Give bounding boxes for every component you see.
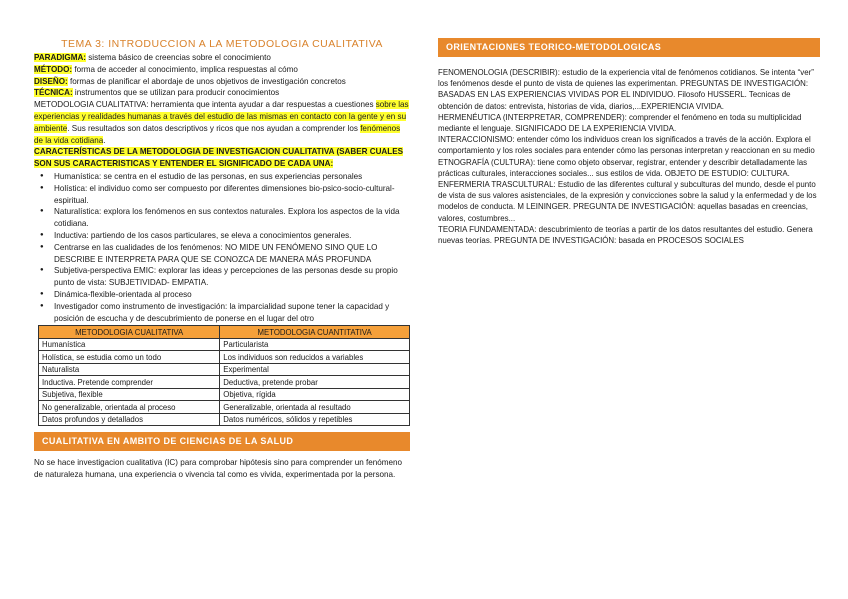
table-cell: Objetiva, rígida bbox=[220, 388, 410, 401]
paragraph-hermeneutica: HERMENÉUTICA (INTERPRETAR, COMPRENDER): comprender el fenómeno en toda su multiplicidad mediante el lenguaje. SIGNIFICADO DE LA EXPERIENCIA VIVIDA. bbox=[438, 112, 802, 134]
table-row bbox=[39, 401, 410, 414]
paragraph-teoria-fundamentada: TEORIA FUNDAMENTADA: descubrimiento de teorías a partir de los datos resultantes del estudio. Genera nuevas teorías. PREGUNTA DE INVESTIGACIÓN: basada en PROCESOS SOCIALES bbox=[438, 224, 813, 246]
metodologia-text-c: . bbox=[103, 135, 106, 145]
metodologia-paragraph bbox=[34, 99, 410, 146]
definition-paradigma bbox=[34, 52, 410, 64]
table-cell: Experimental bbox=[220, 363, 410, 376]
list-item: ● Humanística: se centra en el estudio de las personas, en sus experiencias personales bbox=[54, 171, 410, 183]
definition-tecnica bbox=[34, 87, 410, 99]
table-cell: Particularista bbox=[220, 338, 410, 351]
table-row bbox=[39, 388, 410, 401]
definition-diseno bbox=[34, 76, 410, 88]
metodo-label: MÉTODO: bbox=[34, 64, 73, 74]
metodologia-text-a: METODOLOGIA CUALITATIVA: herramienta que intenta ayudar a dar respuestas a cuestiones bbox=[34, 100, 376, 110]
table-cell: Naturalista bbox=[39, 363, 220, 376]
list-item: ● Holística: el individuo como ser compuesto por diferentes dimensiones bio-psico-socio-cultural-espiritual. bbox=[54, 183, 410, 207]
left-column bbox=[34, 52, 410, 481]
salud-paragraph: No se hace investigacion cualitativa (IC) para comprobar hipótesis sino para comprender un fenómeno de naturaleza humana, una experiencia o vivencia tal como es vivida, experimentada por la persona. bbox=[34, 458, 403, 480]
page-title: TEMA 3: INTRODUCCION A LA METODOLOGIA CUALITATIVA bbox=[61, 38, 383, 50]
right-column bbox=[438, 38, 820, 246]
list-item: ● Inductiva: partiendo de los casos particulares, se eleva a conocimientos generales. bbox=[54, 230, 410, 242]
table-cell: Datos numéricos, sólidos y repetibles bbox=[220, 413, 410, 426]
paragraph-enfermeria-trascultural: ENFERMERIA TRASCULTURAL: Estudio de las diferentes cultural y subculturas del mundo, desde el punto de vista de sus valores asistenciales, de la expresión y convicciones sobre la salud y la enfermedad y de los modelos de conducta. M LEININGER. PREGUNTA DE INVESTIGACIÓN: aquellas basadas en creencias, valores, costumbres... bbox=[438, 180, 817, 223]
list-item: ● Centrarse en las cualidades de los fenómenos: NO MIDE UN FENÓMENO SINO QUE LO DESCRIBE E INTERPRETA PARA QUE SE CONOZCA DE MANERA MÁS PROFUNDA bbox=[54, 242, 410, 266]
section-band-salud: CUALITATIVA EN AMBITO DE CIENCIAS DE LA SALUD bbox=[34, 432, 410, 451]
comparison-table bbox=[38, 325, 410, 426]
caracteristicas-header-text: CARACTERÍSTICAS DE LA METODOLOGIA DE INVESTIGACION CUALITATIVA (SABER CUALES SON SUS CARACTERISTICAS Y ENTENDER EL SIGNIFICADO DE CADA UNA: bbox=[34, 147, 404, 169]
table-cell: No generalizable, orientada al proceso bbox=[39, 401, 220, 414]
table-header-cualitativa: METODOLOGIA CUALITATIVA bbox=[39, 326, 220, 339]
tecnica-text: instrumentos que se utilizan para producir conocimientos bbox=[72, 88, 280, 98]
characteristics-list bbox=[34, 171, 410, 324]
paragraph-fenomenologia: FENOMENOLOGIA (DESCRIBIR): estudio de la experiencia vital de fenómenos cotidianos. Se intenta “ver” los fenómenos desde el punto de vista de quienes las experimentan. PREGUNTAS DE INVESTIGACIÓN: BASADAS EN LAS EXPERIENCIAS VIVIDAS POR EL INDIVIDUO. Filosofo HUSSERL. Tecnicas de obtención de datos: entrevista, historias de vida, diarios,...EXPERIENCIA VIVIDA. bbox=[438, 68, 814, 111]
table-cell: Subjetiva, flexible bbox=[39, 388, 220, 401]
diseno-text: formas de planificar el abordaje de unos objetivos de investigación concretos bbox=[67, 76, 346, 86]
metodo-text: forma de acceder al conocimiento, implica respuestas al cómo bbox=[72, 64, 298, 74]
table-cell: Inductiva. Pretende comprender bbox=[39, 376, 220, 389]
table-cell: Los individuos son reducidos a variables bbox=[220, 351, 410, 364]
table-row bbox=[39, 376, 410, 389]
table-row bbox=[39, 413, 410, 426]
table-header-row bbox=[39, 326, 410, 339]
metodologia-text-b: . Sus resultados son datos descriptivos y ricos que nos ayudan a comprender los bbox=[67, 123, 361, 133]
tecnica-label: TÉCNICA: bbox=[34, 88, 73, 98]
list-item: ● Subjetiva-perspectiva EMIC: explorar las ideas y percepciones de las personas desde su propio punto de vista: SUBJETIVIDAD- EMPATIA. bbox=[54, 265, 410, 289]
list-item: ● Investigador como instrumento de investigación: la imparcialidad supone tener la capacidad y posición de escucha y de descubrimiento de ponerse en el lugar del otro bbox=[54, 301, 410, 325]
caracteristicas-header bbox=[34, 146, 410, 170]
paragraph-interaccionismo: INTERACCIONISMO: entender cómo los individuos crean los significados a través de la acción. Explora el comportamiento y los roles sociales para entender cómo las personas interpretan y reaccionan en su medio bbox=[438, 135, 815, 156]
table-cell: Generalizable, orientada al resultado bbox=[220, 401, 410, 414]
section-band-orientaciones: ORIENTACIONES TEORICO-METODOLOGICAS bbox=[438, 38, 820, 57]
table-header-cuantitativa: METODOLOGIA CUANTITATIVA bbox=[220, 326, 410, 339]
table-row bbox=[39, 363, 410, 376]
list-item: ● Naturalística: explora los fenómenos en sus contextos naturales. Explora los aspectos de la vida cotidiana. bbox=[54, 206, 410, 230]
metodologia-highlight-2: fenómenos de la vida cotidiana bbox=[34, 123, 401, 145]
paradigma-text: sistema básico de creencias sobre el conocimiento bbox=[86, 53, 271, 62]
diseno-label: DISEÑO: bbox=[34, 76, 68, 86]
metodologia-highlight: sobre las experiencias y realidades humanas a través del estudio de las mismas en contacto con la gente y en su ambiente bbox=[34, 100, 409, 133]
definition-metodo bbox=[34, 64, 410, 76]
table-cell: Datos profundos y detallados bbox=[39, 413, 220, 426]
paradigma-label: PARADIGMA: bbox=[34, 53, 87, 62]
list-item: ● Dinámica-flexible-orientada al proceso bbox=[54, 289, 410, 301]
table-cell: Deductiva, pretende probar bbox=[220, 376, 410, 389]
table-row bbox=[39, 351, 410, 364]
table-cell: Holística, se estudia como un todo bbox=[39, 351, 220, 364]
table-cell: Humanística bbox=[39, 338, 220, 351]
table-row bbox=[39, 338, 410, 351]
orientaciones-body bbox=[438, 67, 820, 246]
paragraph-etnografia: ETNOGRAFÍA (CULTURA): tiene como objeto observar, registrar, entender y describir detalladamente las prácticas culturales, interacciones sociales... sus estilos de vida. OBJETO DE ESTUDIO: CULTURA. bbox=[438, 157, 808, 178]
